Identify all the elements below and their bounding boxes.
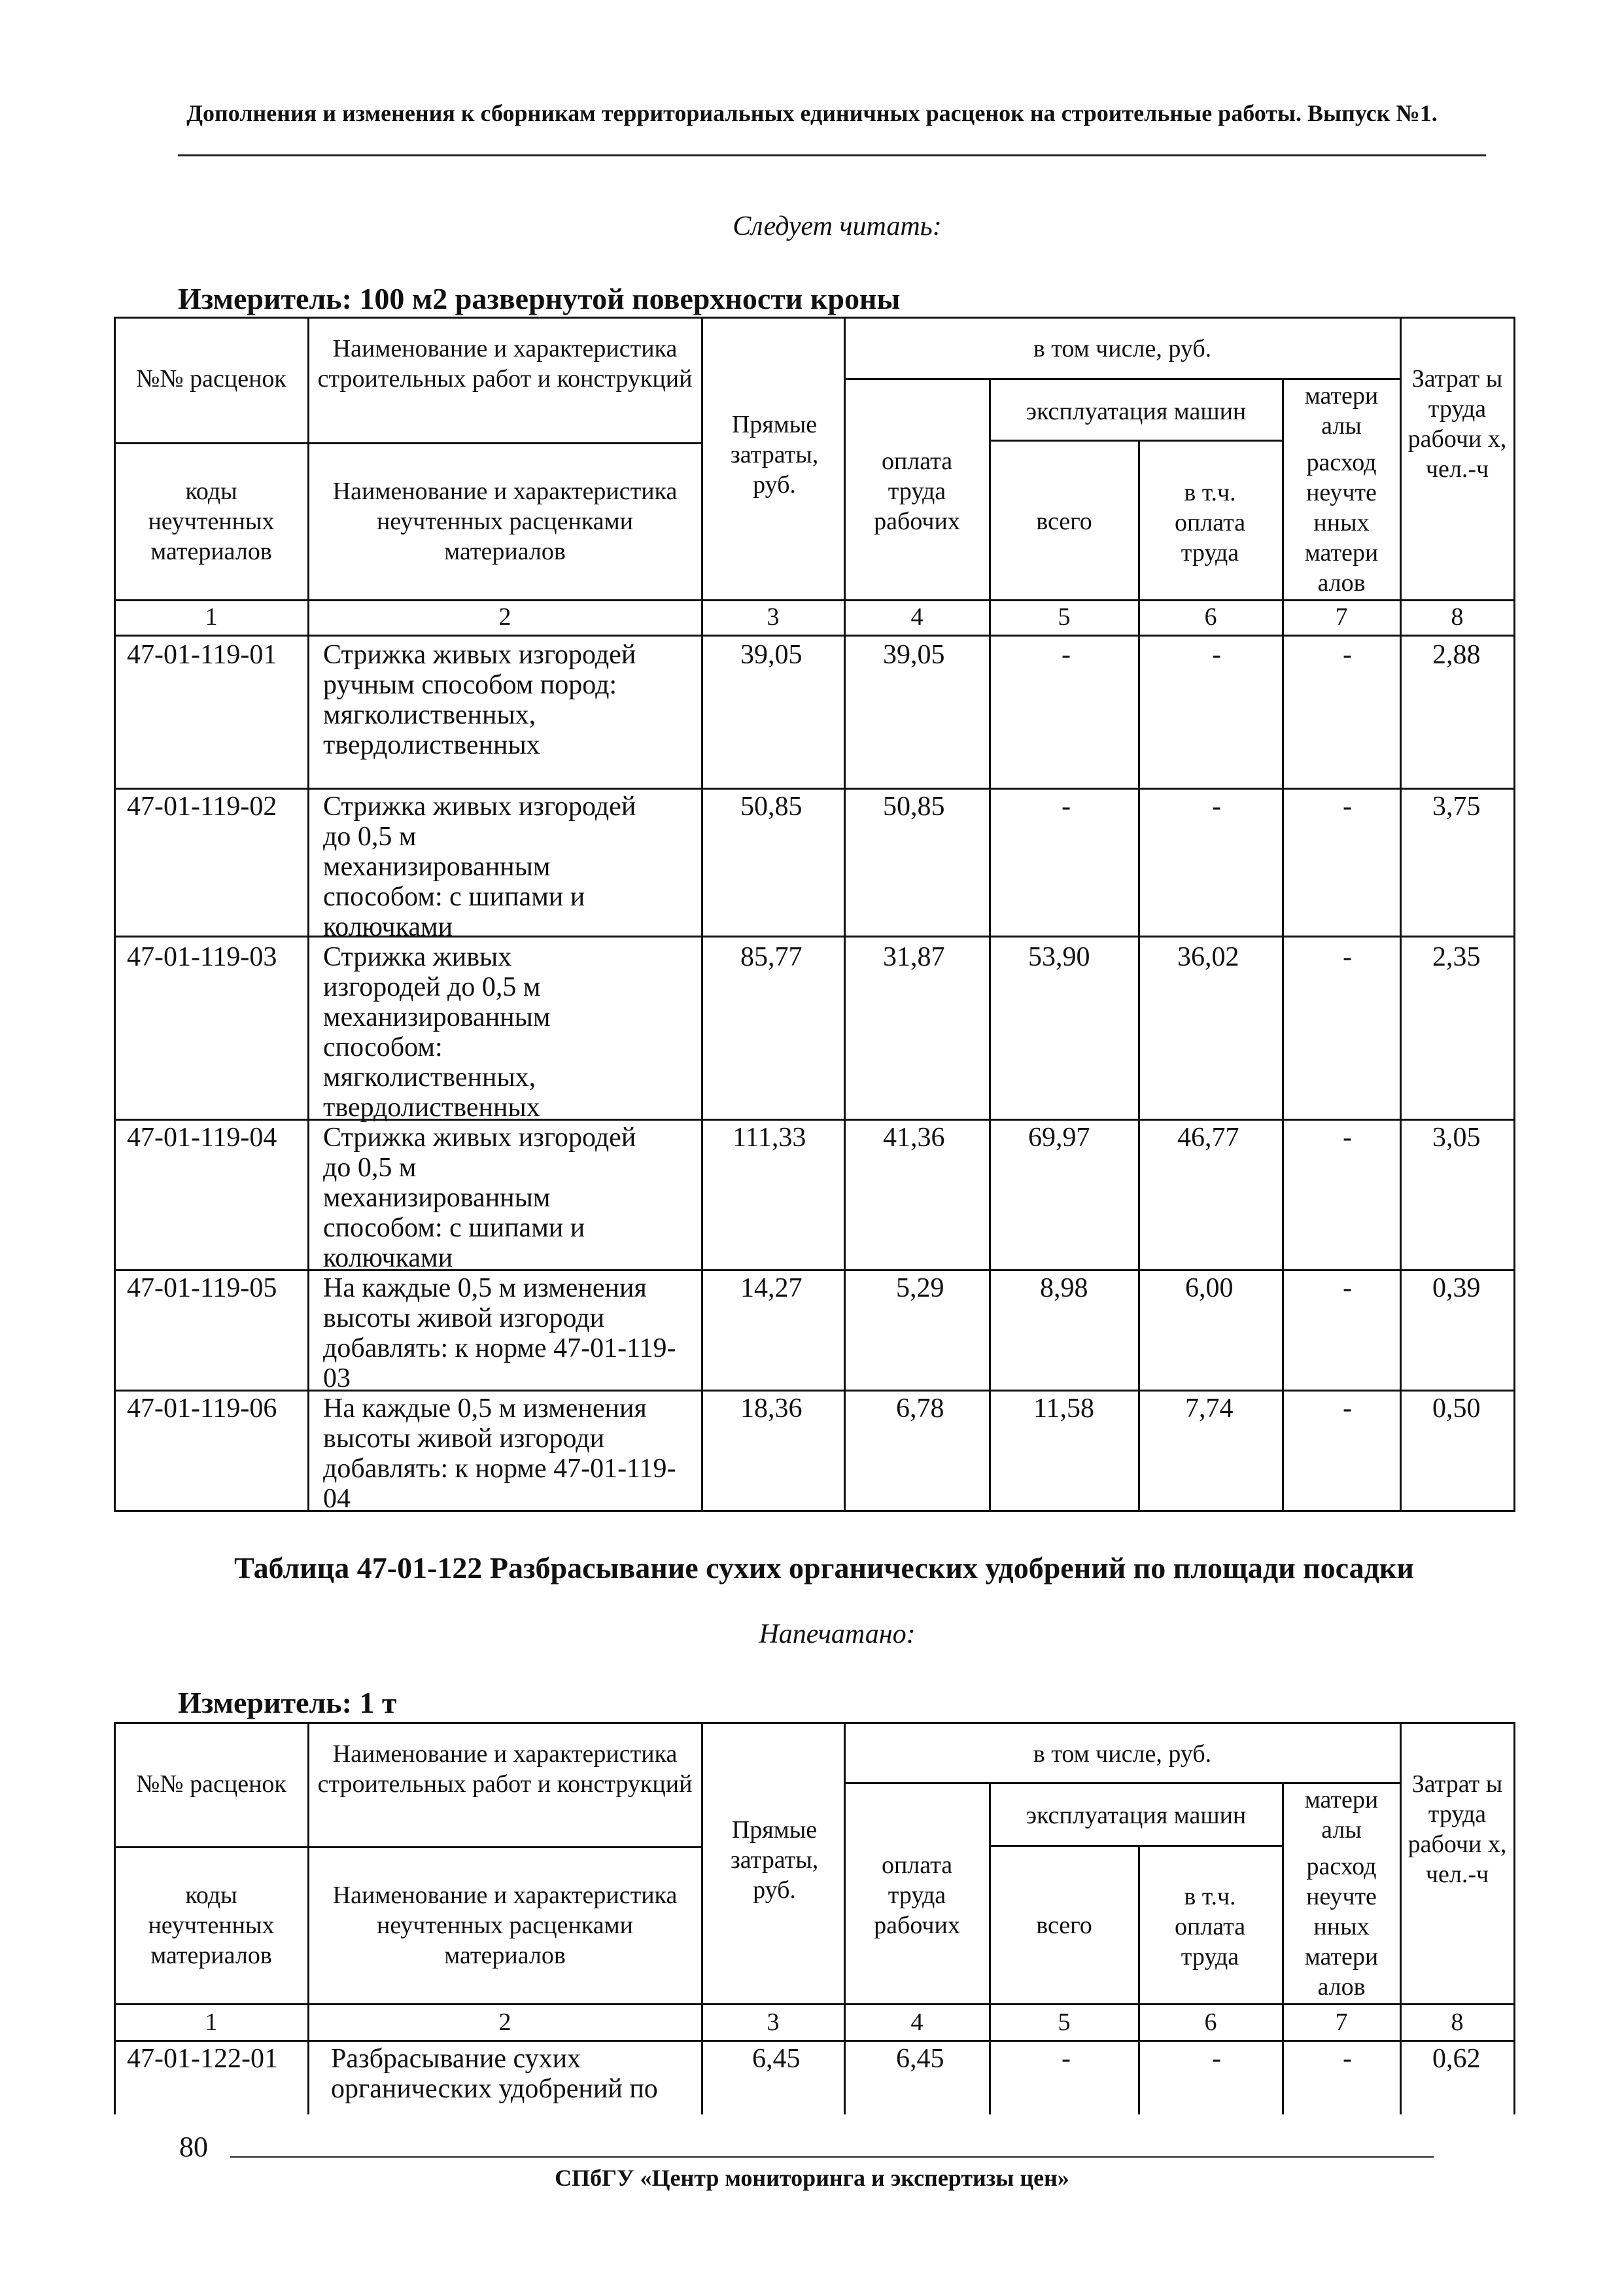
t1-row-direct: 50,85 bbox=[740, 792, 803, 822]
t2-row-name: Разбрасывание сухих органических удобрений по bbox=[331, 2044, 658, 2104]
t2-row-code: 47-01-122-01 bbox=[127, 2044, 278, 2074]
t2-row-mach: - bbox=[1062, 2044, 1071, 2074]
t1-row-mach: - bbox=[1062, 792, 1071, 822]
t1-row-direct: 18,36 bbox=[740, 1393, 803, 1424]
t1-row-code: 47-01-119-05 bbox=[127, 1273, 277, 1303]
t1-h-wage: оплата труда рабочих bbox=[874, 447, 960, 535]
t1-row-name: Стрижка живых изгородей до 0,5 м механизированным способом: мягколиственных, твердолиственных bbox=[323, 942, 551, 1123]
t1-row-name: На каждые 0,5 м изменения высоты живой изгороди добавлять: к норме 47-01-119-04 bbox=[323, 1393, 676, 1514]
t2-h-wage: оплата труда рабочих bbox=[874, 1851, 960, 1939]
t1-h-machines: эксплуатация машин bbox=[1026, 398, 1247, 425]
printed-label: Напечатано: bbox=[759, 1619, 916, 1649]
t1-row-mach-wage: - bbox=[1212, 792, 1221, 822]
t1-h-labor: Затрат ы труда рабочи х, чел.-ч bbox=[1408, 365, 1507, 483]
t1-row-labor: 3,75 bbox=[1432, 792, 1481, 822]
t2-h-total: всего bbox=[1036, 1912, 1092, 1939]
t1-row-name: Стрижка живых изгородей до 0,5 м механизированным способом: с шипами и колючками bbox=[323, 792, 636, 942]
t1-row-code: 47-01-119-02 bbox=[127, 792, 277, 822]
t1-row-mach-wage: 46,77 bbox=[1177, 1123, 1239, 1153]
t1-colnum: 8 bbox=[1451, 603, 1464, 631]
t1-row-name: Стрижка живых изгородей до 0,5 м механизированным способом: с шипами и колючками bbox=[323, 1123, 636, 1273]
header-rule bbox=[178, 154, 1486, 156]
t1-h-unacc-code: коды неучтенных материалов bbox=[148, 478, 275, 565]
t1-h-name: Наименование и характеристика строительных работ и конструкций bbox=[317, 335, 693, 393]
t1-h-materials: матери алы bbox=[1304, 382, 1379, 440]
t1-row-labor: 2,88 bbox=[1432, 640, 1481, 670]
t2-colnum: 2 bbox=[498, 2008, 511, 2036]
t1-row-mat: - bbox=[1343, 792, 1352, 822]
t1-row-code: 47-01-119-06 bbox=[127, 1393, 277, 1424]
t1-row-mach-wage: 6,00 bbox=[1185, 1273, 1234, 1303]
t1-row-direct: 85,77 bbox=[740, 942, 803, 972]
t2-h-labor: Затрат ы труда рабочи х, чел.-ч bbox=[1408, 1770, 1507, 1888]
t2-colnum: 8 bbox=[1451, 2008, 1464, 2036]
t1-colnum: 1 bbox=[205, 603, 218, 631]
t2-colnum: 6 bbox=[1204, 2008, 1217, 2036]
t1-row-mach: 11,58 bbox=[1033, 1393, 1094, 1424]
t2-row-direct: 6,45 bbox=[752, 2044, 801, 2074]
t2-h-unacc-code: коды неучтенных материалов bbox=[148, 1882, 275, 1969]
footer-text: СПбГУ «Центр мониторинга и экспертизы цен» bbox=[555, 2165, 1069, 2191]
t2-h-direct: Прямые затраты, руб. bbox=[730, 1816, 819, 1904]
t1-colnum: 5 bbox=[1058, 603, 1071, 631]
t1-h-code: №№ расценок bbox=[136, 365, 286, 393]
t2-row-mach-wage: - bbox=[1212, 2044, 1221, 2074]
t1-row-mat: - bbox=[1343, 1393, 1352, 1424]
t1-row-mach: 53,90 bbox=[1028, 942, 1090, 972]
footer-rule bbox=[230, 2156, 1434, 2158]
t2-colnum: 3 bbox=[767, 2008, 780, 2036]
t1-row-labor: 0,50 bbox=[1432, 1393, 1481, 1424]
t1-h-unacc-use: расход неучте нных матери алов bbox=[1304, 449, 1379, 597]
t1-row-code: 47-01-119-03 bbox=[127, 942, 277, 972]
t1-row-mach-wage: - bbox=[1212, 640, 1221, 670]
t1-row-wage: 5,29 bbox=[896, 1273, 944, 1303]
t1-h-direct: Прямые затраты, руб. bbox=[730, 411, 819, 499]
t2-h-unacc-use: расход неучте нных матери алов bbox=[1304, 1853, 1379, 2001]
t1-row-labor: 2,35 bbox=[1432, 942, 1481, 972]
t1-colnum: 7 bbox=[1335, 603, 1348, 631]
t1-row-mat: - bbox=[1343, 1123, 1352, 1153]
t1-row-mat: - bbox=[1343, 942, 1352, 972]
t1-row-wage: 41,36 bbox=[883, 1123, 945, 1153]
t1-h-total: всего bbox=[1036, 508, 1092, 535]
table1-measure: Измеритель: 100 м2 развернутой поверхности кроны bbox=[178, 282, 901, 315]
t1-row-labor: 3,05 bbox=[1432, 1123, 1481, 1153]
t1-h-incl-wage: в т.ч. оплата труда bbox=[1174, 479, 1246, 567]
t1-colnum: 6 bbox=[1204, 603, 1217, 631]
t1-row-mach: 69,97 bbox=[1028, 1123, 1090, 1153]
t1-row-code: 47-01-119-01 bbox=[127, 640, 277, 670]
running-header: Дополнения и изменения к сборникам территориальных единичных расценок на строительные работы. Выпуск №1. bbox=[186, 100, 1438, 126]
t1-row-wage: 6,78 bbox=[896, 1393, 944, 1424]
t2-h-machines: эксплуатация машин bbox=[1026, 1802, 1247, 1829]
t1-h-incl: в том числе, руб. bbox=[1033, 335, 1212, 362]
t1-row-mat: - bbox=[1343, 1273, 1352, 1303]
t1-row-mach: 8,98 bbox=[1040, 1273, 1088, 1303]
table2-title: Таблица 47-01-122 Разбрасывание сухих органических удобрений по площади посадки bbox=[234, 1551, 1414, 1585]
t1-row-code: 47-01-119-04 bbox=[127, 1123, 277, 1153]
t1-row-direct: 14,27 bbox=[740, 1273, 803, 1303]
t1-colnum: 2 bbox=[498, 603, 511, 631]
t2-colnum: 4 bbox=[910, 2008, 924, 2036]
t1-colnum: 3 bbox=[767, 603, 780, 631]
t1-row-mach-wage: 7,74 bbox=[1185, 1393, 1234, 1424]
read-as-label: Следует читать: bbox=[733, 211, 942, 241]
t2-h-code: №№ расценок bbox=[136, 1770, 286, 1798]
t1-row-mach-wage: 36,02 bbox=[1177, 942, 1239, 972]
t1-row-wage: 31,87 bbox=[883, 942, 945, 972]
t1-row-direct: 111,33 bbox=[733, 1123, 806, 1153]
t1-h-unacc-name: Наименование и характеристика неучтенных расценками материалов bbox=[332, 478, 678, 565]
t2-h-unacc-name: Наименование и характеристика неучтенных расценками материалов bbox=[332, 1882, 678, 1969]
t1-colnum: 4 bbox=[910, 603, 924, 631]
t2-h-incl: в том числе, руб. bbox=[1033, 1740, 1212, 1768]
page-number: 80 bbox=[179, 2131, 208, 2163]
t1-row-mach: - bbox=[1062, 640, 1071, 670]
t1-row-wage: 50,85 bbox=[883, 792, 945, 822]
t2-h-name: Наименование и характеристика строительных работ и конструкций bbox=[317, 1740, 693, 1798]
t2-h-incl-wage: в т.ч. оплата труда bbox=[1174, 1883, 1246, 1971]
t2-h-materials: матери алы bbox=[1304, 1786, 1379, 1844]
t2-colnum: 5 bbox=[1058, 2008, 1071, 2036]
t2-row-wage: 6,45 bbox=[896, 2044, 944, 2074]
t1-row-name: Стрижка живых изгородей ручным способом пород: мягколиственных, твердолиственных bbox=[323, 640, 636, 760]
t1-row-mat: - bbox=[1343, 640, 1352, 670]
t2-colnum: 1 bbox=[205, 2008, 218, 2036]
t1-row-direct: 39,05 bbox=[740, 640, 803, 670]
t1-row-wage: 39,05 bbox=[883, 640, 945, 670]
t1-row-labor: 0,39 bbox=[1432, 1273, 1481, 1303]
t2-colnum: 7 bbox=[1335, 2008, 1348, 2036]
t1-row-name: На каждые 0,5 м изменения высоты живой изгороди добавлять: к норме 47-01-119-03 bbox=[323, 1273, 676, 1393]
t2-row-labor: 0,62 bbox=[1432, 2044, 1481, 2074]
t2-row-mat: - bbox=[1343, 2044, 1352, 2074]
table2-measure: Измеритель: 1 т bbox=[178, 1686, 397, 1719]
